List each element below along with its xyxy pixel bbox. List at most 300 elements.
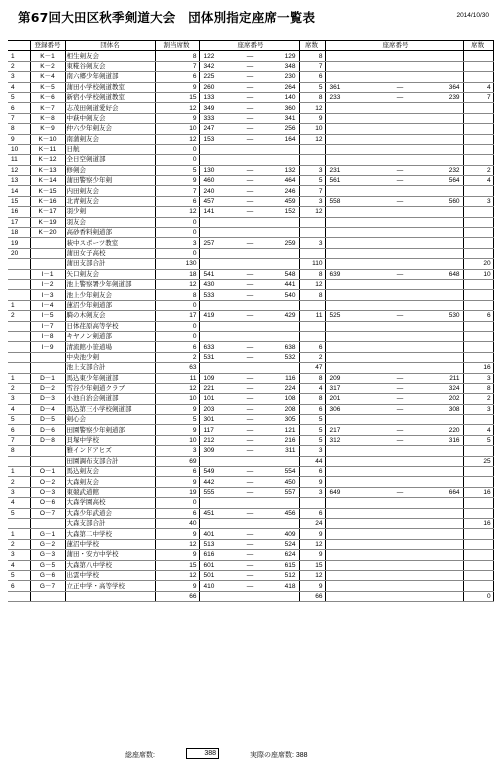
seat-count1: 11 [299,311,325,321]
seat-count1: 12 [299,207,325,217]
table-row [8,300,493,310]
seat-range1-dash: — [235,467,265,477]
table-row [8,92,493,102]
registration-code: K－6 [30,92,65,102]
seat-range1-dash: — [235,529,265,539]
group-name: 萩中スポーツ教室 [65,238,155,248]
row-index [8,352,30,362]
group-name: 蒲田女子高校 [65,248,155,258]
seat-table [8,40,494,602]
seat-range2-dash [385,518,415,528]
subtotal-row [8,363,493,373]
allocated-seats: 9 [155,113,199,123]
seat-range1-dash [235,155,265,165]
seat-range1-dash: — [235,269,265,279]
row-index: 2 [8,61,30,71]
group-name: 大森剣友会 [65,477,155,487]
row-index [8,342,30,352]
seat-range1-end [265,259,299,269]
row-index [8,331,30,341]
seat-range2-end [415,415,463,425]
seat-range1-end: 224 [265,383,299,393]
seat-range1-end: 259 [265,238,299,248]
seat-count2: 16 [463,518,493,528]
seat-range2-start [325,259,385,269]
seat-range1-start: 349 [199,103,235,113]
subtotal-row [8,591,493,601]
row-index: 3 [8,550,30,560]
registration-code: K－15 [30,186,65,196]
row-index: 7 [8,435,30,445]
seat-range2-end [415,560,463,570]
seat-range2-dash [385,124,415,134]
seat-range2-dash [385,539,415,549]
seat-range1-dash: — [235,415,265,425]
registration-code: O－2 [30,477,65,487]
seat-range2-dash [385,51,415,61]
seat-range2-start: 233 [325,92,385,102]
group-name: 修剣会 [65,165,155,175]
seat-range1-dash [235,456,265,466]
group-name: 雪谷少年剣道クラブ [65,383,155,393]
seat-count1 [299,498,325,508]
group-name: 志茂田剣道愛好会 [65,103,155,113]
table-header [8,41,493,51]
seat-range2-start [325,103,385,113]
seat-count1: 6 [299,342,325,352]
allocated-seats: 15 [155,92,199,102]
seat-range1-start [199,591,235,601]
seat-count1: 8 [299,373,325,383]
seat-range1-dash [235,321,265,331]
seat-range2-dash [385,61,415,71]
seat-range1-dash: — [235,61,265,71]
seat-count1: 6 [299,72,325,82]
seat-range1-end: 152 [265,207,299,217]
row-index: 2 [8,383,30,393]
row-index: 6 [8,103,30,113]
row-index: 9 [8,134,30,144]
seat-count2: 3 [463,404,493,414]
seat-range1-dash: — [235,186,265,196]
allocated-seats: 12 [155,539,199,549]
seat-range1-start: 601 [199,560,235,570]
table-row [8,373,493,383]
seat-range2-start [325,570,385,580]
seat-count1: 3 [299,196,325,206]
registration-code: O－7 [30,508,65,518]
allocated-seats: 6 [155,342,199,352]
seat-range2-dash: — [385,404,415,414]
seat-range1-start: 541 [199,269,235,279]
seat-range2-end [415,290,463,300]
row-index: 6 [8,425,30,435]
seat-count2 [463,113,493,123]
registration-code: K－19 [30,217,65,227]
table-row [8,248,493,258]
seat-range1-end: 615 [265,560,299,570]
table-row [8,124,493,134]
seat-range1-start [199,300,235,310]
seat-count2 [463,72,493,82]
seat-range1-end [265,456,299,466]
seat-range1-dash: — [235,373,265,383]
seat-range2-start [325,279,385,289]
seat-range2-start [325,415,385,425]
seat-range1-dash [235,363,265,373]
seat-range1-dash [235,248,265,258]
seat-count1: 5 [299,176,325,186]
seat-range1-end: 216 [265,435,299,445]
registration-code: K－12 [30,155,65,165]
seat-count1 [299,300,325,310]
seat-range1-end [265,300,299,310]
table-row [8,186,493,196]
group-name: 大森支部合計 [65,518,155,528]
seat-range2-start [325,560,385,570]
seat-range1-dash: — [235,290,265,300]
seat-range2-start: 217 [325,425,385,435]
seat-range1-dash [235,259,265,269]
seat-range1-end: 429 [265,311,299,321]
seat-range2-start [325,238,385,248]
seat-count1 [299,217,325,227]
seat-range2-start [325,248,385,258]
group-name: 羽少剣 [65,207,155,217]
table-row [8,155,493,165]
seat-range1-end: 256 [265,124,299,134]
seat-range1-dash: — [235,383,265,393]
seat-range2-end [415,228,463,238]
seat-range1-dash: — [235,207,265,217]
seat-range2-end [415,352,463,362]
table-row [8,82,493,92]
seat-count1: 8 [299,394,325,404]
seat-count2 [463,415,493,425]
seat-count1: 3 [299,487,325,497]
seat-count1: 24 [299,518,325,528]
row-index: 2 [8,311,30,321]
seat-range1-start: 301 [199,415,235,425]
row-index [8,456,30,466]
seat-range2-start [325,186,385,196]
header-count1: 席数 [299,41,325,51]
group-name: 中央池少剣 [65,352,155,362]
group-name: 剣心会 [65,415,155,425]
seat-count2 [463,477,493,487]
registration-code: O－6 [30,498,65,508]
table-row [8,290,493,300]
group-name: 清流館小笹道場 [65,342,155,352]
seat-count1 [299,331,325,341]
seat-range2-dash [385,415,415,425]
table-row [8,217,493,227]
allocated-seats: 3 [155,238,199,248]
seat-range1-end [265,155,299,165]
seat-range2-start: 317 [325,383,385,393]
seat-range2-start: 306 [325,404,385,414]
seat-range2-end [415,155,463,165]
seat-count2: 2 [463,165,493,175]
seat-range1-start: 333 [199,113,235,123]
seat-range2-end [415,248,463,258]
seat-range1-end [265,331,299,341]
group-name: 日体荏原高等学校 [65,321,155,331]
seat-range2-end [415,51,463,61]
seat-range2-end [415,539,463,549]
seat-count2 [463,539,493,549]
seat-count2 [463,581,493,591]
header-seats2: 座席番号 [325,41,463,51]
group-name: 大森第二中学校 [65,529,155,539]
seat-range2-dash: — [385,394,415,404]
registration-code [30,446,65,456]
seat-count1: 12 [299,279,325,289]
registration-code: K－20 [30,228,65,238]
seat-count1: 4 [299,383,325,393]
seat-range1-dash: — [235,113,265,123]
seat-range1-start: 616 [199,550,235,560]
seat-range1-dash: — [235,82,265,92]
table-row [8,529,493,539]
seat-range1-start [199,321,235,331]
seat-range1-start [199,155,235,165]
registration-code: K－8 [30,113,65,123]
seat-count2 [463,529,493,539]
registration-code: G－5 [30,560,65,570]
table-body [8,51,493,602]
seat-range1-end [265,518,299,528]
seat-range1-start: 442 [199,477,235,487]
registration-code: D－1 [30,373,65,383]
seat-range2-end [415,456,463,466]
seat-range2-end [415,124,463,134]
seat-range1-end: 450 [265,477,299,487]
seat-range1-dash: — [235,570,265,580]
allocated-seats: 12 [155,134,199,144]
seat-range1-dash: — [235,279,265,289]
allocated-seats: 6 [155,508,199,518]
seat-range2-dash [385,456,415,466]
row-index: 20 [8,248,30,258]
seat-range2-dash: — [385,196,415,206]
table-row [8,352,493,362]
registration-code: G－6 [30,570,65,580]
group-name: 小池自治会剣道部 [65,394,155,404]
seat-range1-dash: — [235,165,265,175]
seat-range1-dash: — [235,196,265,206]
seat-count2 [463,228,493,238]
seat-range2-start [325,155,385,165]
seat-range2-end [415,113,463,123]
row-index: 1 [8,529,30,539]
seat-range1-start: 555 [199,487,235,497]
group-name: 東糀谷剣友会 [65,61,155,71]
seat-count1: 9 [299,581,325,591]
group-name: 中萩中剣友会 [65,113,155,123]
registration-code: K－16 [30,196,65,206]
header-count2: 席数 [463,41,493,51]
seat-range2-start [325,290,385,300]
allocated-seats: 9 [155,176,199,186]
allocated-seats: 9 [155,404,199,414]
seat-count2: 16 [463,363,493,373]
registration-code: K－2 [30,61,65,71]
registration-code: I－3 [30,290,65,300]
row-index [8,269,30,279]
group-name: 田園警察少年剣道部 [65,425,155,435]
seat-count2 [463,61,493,71]
seat-range2-end: 232 [415,165,463,175]
seat-range2-end [415,217,463,227]
seat-range1-dash: — [235,550,265,560]
seat-count2 [463,550,493,560]
seat-range2-dash: — [385,487,415,497]
seat-count1 [299,144,325,154]
group-name: 仲六少年剣友会 [65,124,155,134]
seat-range2-dash [385,363,415,373]
seat-range1-end: 121 [265,425,299,435]
registration-code: D－8 [30,435,65,445]
seat-range1-end: 264 [265,82,299,92]
seat-range2-end: 530 [415,311,463,321]
allocated-seats: 0 [155,248,199,258]
seat-range2-start [325,581,385,591]
seat-count2 [463,498,493,508]
table-row [8,404,493,414]
seat-range2-start: 312 [325,435,385,445]
allocated-seats: 3 [155,446,199,456]
seat-range1-end: 341 [265,113,299,123]
seat-range2-dash [385,467,415,477]
seat-count2: 0 [463,591,493,601]
seat-range2-start [325,217,385,227]
table-row [8,498,493,508]
seat-range2-dash [385,352,415,362]
seat-range1-start [199,498,235,508]
seat-count1: 6 [299,467,325,477]
group-name: 池上支部合計 [65,363,155,373]
table-row [8,238,493,248]
seat-range2-end [415,207,463,217]
seat-range1-end [265,321,299,331]
table-row [8,446,493,456]
table-row [8,113,493,123]
allocated-seats: 0 [155,300,199,310]
registration-code [30,352,65,362]
seat-range1-end: 129 [265,51,299,61]
seat-range1-start: 221 [199,383,235,393]
group-name: 南六郷少年剣道部 [65,72,155,82]
registration-code: D－3 [30,394,65,404]
registration-code: O－1 [30,467,65,477]
seat-range2-dash: — [385,82,415,92]
seat-count2 [463,217,493,227]
seat-range2-start: 649 [325,487,385,497]
seat-count2 [463,560,493,570]
allocated-seats: 0 [155,331,199,341]
allocated-seats: 5 [155,415,199,425]
seat-range2-start: 561 [325,176,385,186]
seat-count1: 12 [299,103,325,113]
seat-range2-end [415,508,463,518]
seat-range1-end: 524 [265,539,299,549]
seat-range2-end [415,342,463,352]
table-row [8,467,493,477]
seat-range1-end: 305 [265,415,299,425]
seat-range1-start: 153 [199,134,235,144]
seat-range1-dash: — [235,311,265,321]
seat-range1-end: 132 [265,165,299,175]
seat-range2-start [325,446,385,456]
seat-range2-dash: — [385,92,415,102]
seat-range1-start [199,331,235,341]
seat-range1-start [199,228,235,238]
seat-range2-start [325,539,385,549]
table-row [8,134,493,144]
seat-range1-dash: — [235,581,265,591]
row-index: 7 [8,113,30,123]
seat-range1-start [199,363,235,373]
seat-count2 [463,342,493,352]
seat-range2-end: 364 [415,82,463,92]
seat-range2-dash: — [385,165,415,175]
registration-code: K－13 [30,165,65,175]
group-name: 池上少年剣友会 [65,290,155,300]
seat-range2-dash [385,72,415,82]
seat-count2: 3 [463,196,493,206]
table-row [8,477,493,487]
seat-range2-start [325,518,385,528]
seat-range1-start: 401 [199,529,235,539]
seat-range2-dash [385,228,415,238]
seat-count2: 5 [463,435,493,445]
seat-range1-end: 108 [265,394,299,404]
seat-range2-dash [385,155,415,165]
seat-range1-dash: — [235,435,265,445]
seat-count2: 2 [463,394,493,404]
registration-code: I－1 [30,269,65,279]
registration-code: I－5 [30,311,65,321]
row-index [8,259,30,269]
seat-range2-end [415,363,463,373]
seat-count2 [463,144,493,154]
group-name: 蒲田小学校剣道教室 [65,82,155,92]
seat-range2-start [325,529,385,539]
seat-count2 [463,186,493,196]
seat-range1-start: 240 [199,186,235,196]
seat-range2-start: 231 [325,165,385,175]
group-name [65,591,155,601]
seat-count1 [299,321,325,331]
seat-range1-start: 533 [199,290,235,300]
seat-range2-start [325,508,385,518]
row-index: 17 [8,217,30,227]
allocated-seats: 6 [155,467,199,477]
seat-range1-start [199,248,235,258]
row-index [8,290,30,300]
allocated-seats: 0 [155,321,199,331]
seat-range1-end: 164 [265,134,299,144]
seat-count1: 110 [299,259,325,269]
group-name: 大森少年武道会 [65,508,155,518]
seat-range2-end: 324 [415,383,463,393]
table-row [8,570,493,580]
seat-range2-start [325,363,385,373]
seat-range2-end [415,61,463,71]
seat-range1-dash: — [235,238,265,248]
seat-range2-dash [385,446,415,456]
